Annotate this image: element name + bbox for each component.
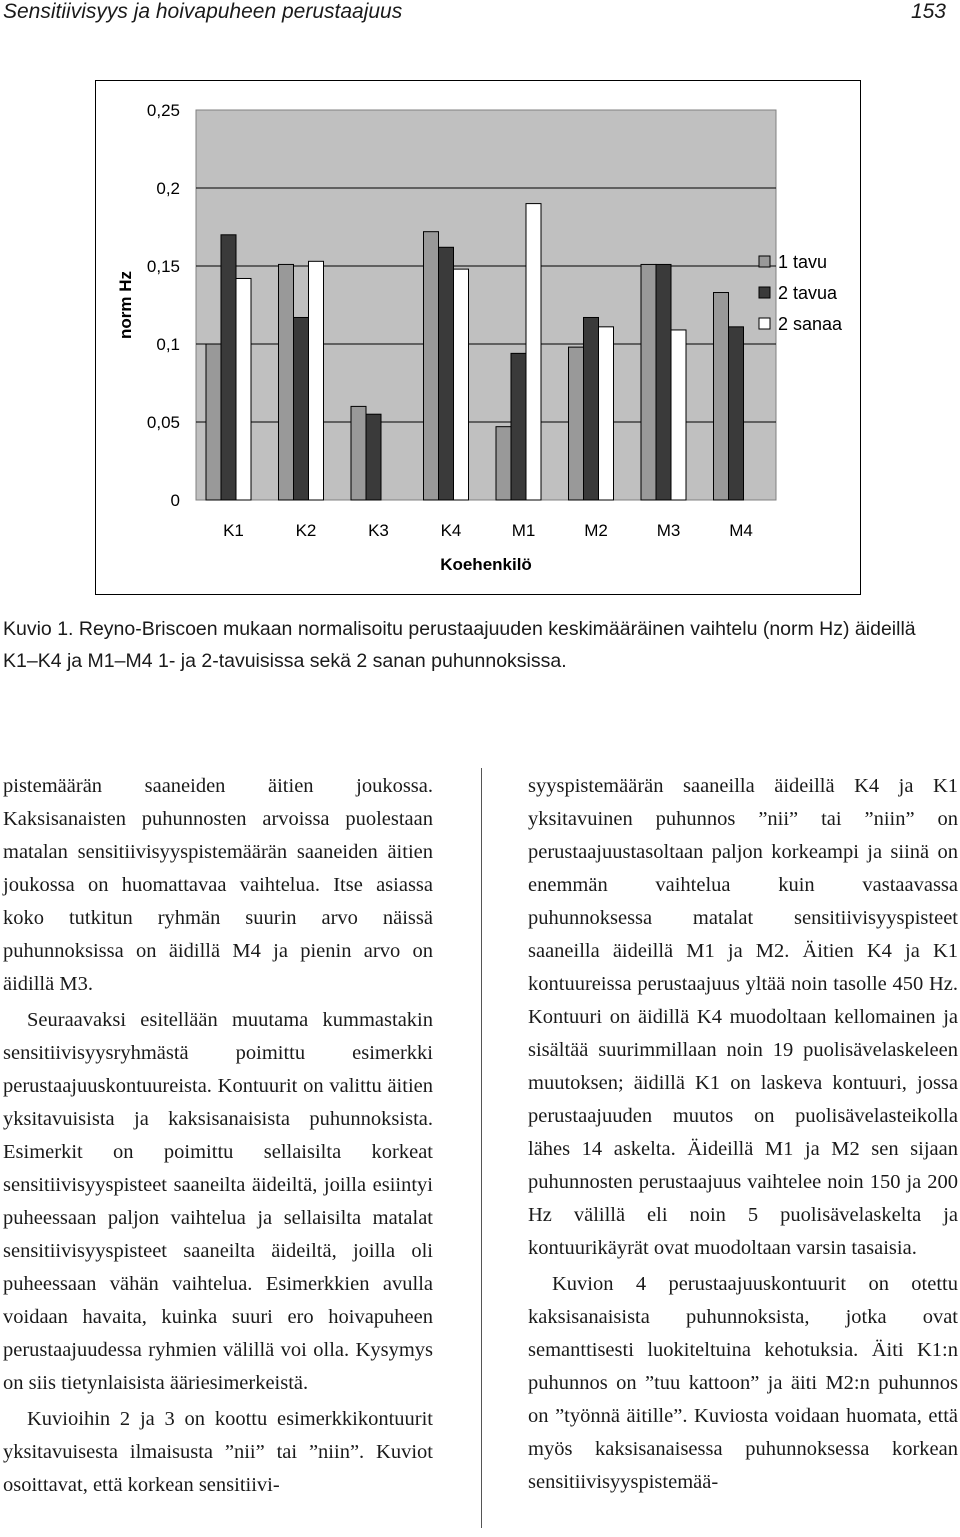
- bar-k3-series-1: [351, 406, 366, 500]
- bar-k3-series-2: [366, 414, 381, 500]
- bar-m3-series-3: [671, 330, 686, 500]
- bar-k2-series-2: [294, 317, 309, 500]
- running-head: [0, 0, 960, 28]
- bar-k4-series-3: [454, 269, 469, 500]
- legend-label: 1 tavu: [778, 252, 828, 272]
- bar-k2-series-1: [279, 264, 294, 500]
- y-tick-label: 0,2: [156, 179, 180, 198]
- left-paragraph-1: pistemäärän saaneiden äitien joukossa. Kaksisanaisten puhunnosten arvoissa puolestaan matalan sensitiivisyyspistemäärän saaneiden äitien joukossa on huomattavaa vaihtelua. Itse asiassa koko tutkitun ryhmän suurin arvo näissä puhunnoksissa on äidillä M4 ja pienin arvo on äidillä M3.: [3, 775, 433, 995]
- legend-swatch: [759, 256, 770, 267]
- running-head-title: Sensitiivisyys ja hoivapuheen perustaajuus: [3, 0, 403, 23]
- y-tick-label: 0,15: [146, 257, 180, 276]
- y-axis-label: norm Hz: [116, 271, 135, 339]
- bar-m1-series-3: [526, 204, 541, 500]
- bar-m2-series-1: [569, 347, 584, 500]
- legend-swatch: [759, 287, 770, 298]
- bar-k4-series-1: [424, 232, 439, 500]
- bar-m1-series-2: [511, 353, 526, 500]
- x-tick-label: M4: [729, 521, 753, 540]
- right-paragraph-2: Kuvion 4 perustaajuuskontuurit on otettu kaksisanaisista puhunnoksista, jotka ovat semanttisesti luokiteltuina kehotuksia. Äiti K1:n puhunnos on ”tuu kattoon” ja äiti M2:n puhunnos on ”työnnä äitille”. Kuviosta voidaan huomata, että myös kaksisanaisessa puhunnoksessa korkean sensitiivisyyspistemää-: [528, 1273, 958, 1493]
- x-tick-label: K3: [368, 521, 389, 540]
- x-tick-label: M3: [656, 521, 681, 540]
- x-tick-label: M2: [584, 521, 608, 540]
- bar-m4-series-2: [729, 327, 744, 500]
- bar-m1-series-1: [496, 427, 511, 500]
- legend-label: 2 sanaa: [778, 314, 843, 334]
- left-paragraph-3: Kuvioihin 2 ja 3 on koottu esimerkkikontuurit yksitavuisesta ilmaisusta ”nii” tai ”niin”. Kuviot osoittavat, että korkean sensitiivi-: [3, 1408, 433, 1496]
- legend-label: 2 tavua: [778, 283, 838, 303]
- y-tick-label: 0: [170, 491, 180, 510]
- bar-m4-series-1: [714, 293, 729, 500]
- y-tick-label: 0,25: [146, 101, 180, 120]
- x-tick-label: K4: [440, 521, 462, 540]
- page-number: 153: [910, 0, 946, 23]
- column-divider: [481, 768, 482, 1528]
- x-tick-label: K1: [223, 521, 244, 540]
- legend-swatch: [759, 318, 770, 329]
- bar-k1-series-3: [236, 278, 251, 500]
- x-tick-label: M1: [511, 521, 536, 540]
- bar-k4-series-2: [439, 247, 454, 500]
- figure-caption: Kuvio 1. Reyno-Briscoen mukaan normalisoitu perustaajuuden keskimääräinen vaihtelu (norm Hz) äideillä K1–K4 ja M1–M4 1- ja 2-tavuisissa sekä 2 sanan puhunnoksissa.: [3, 618, 916, 672]
- bar-m2-series-2: [584, 317, 599, 500]
- bar-k1-series-1: [206, 344, 221, 500]
- bar-chart: [95, 80, 861, 595]
- x-tick-label: K2: [295, 521, 317, 540]
- bar-m3-series-2: [656, 264, 671, 500]
- bar-m3-series-1: [641, 264, 656, 500]
- x-axis-label: Koehenkilö: [440, 555, 532, 574]
- y-tick-label: 0,1: [156, 335, 180, 354]
- bar-k1-series-2: [221, 235, 236, 500]
- left-paragraph-2: Seuraavaksi esitellään muutama kummastakin sensitiivisyysryhmästä poimittu esimerkki perustaajuuskontuureista. Kontuurit on valittu äitien yksitavuisista ja kaksisanaisista puhunnoksista. Esimerkit on poimittu sellaisilta korkeat sensitiivisyyspisteet saaneilta äideiltä, joilla esiintyi puheessaan paljon vaihtelua ja sellaisilta matalat sensitiivisyyspisteet saaneilta äideiltä, joilla oli puheessaan vähän vaihtelua. Esimerkkien avulla voidaan havaita, kuinka suuri ero hoivapuheen perustaajuudessa ryhmien välillä voi olla. Kysymys on siis tietynlaisista ääriesimerkeistä.: [3, 1009, 433, 1394]
- right-paragraph-1: syyspistemäärän saaneilla äideillä K4 ja K1 yksitavuinen puhunnos ”nii” tai ”niin” on perustaajuustasoltaan paljon korkeampi ja siinä on enemmän vaihtelua kuin vastaavassa puhunnoksessa matalat sensitiivisyyspisteet saaneilla äideillä M1 ja M2. Äitien K4 ja K1 kontuureissa perustaajuus yltää noin tasolle 450 Hz. Kontuuri on äidillä K4 muodoltaan kellomainen ja sisältää suurimmillaan noin 19 puolisävelaskeleen muutoksen; äidillä K1 on laskeva kontuuri, jossa perustaajuuden muutos on puolisävelasteikolla lähes 14 askelta. Äideillä M1 ja M2 sen sijaan puhunnosten perustaajuus vaihtelee noin 150 ja 200 Hz välillä eli noin 5 puolisävelaskelta ja kontuurikäyrät ovat muodoltaan varsin tasaisia.: [528, 775, 958, 1259]
- y-tick-label: 0,05: [146, 413, 180, 432]
- bar-m2-series-3: [599, 327, 614, 500]
- left-column: [3, 770, 433, 1502]
- right-column: [528, 770, 958, 1499]
- bar-k2-series-3: [309, 261, 324, 500]
